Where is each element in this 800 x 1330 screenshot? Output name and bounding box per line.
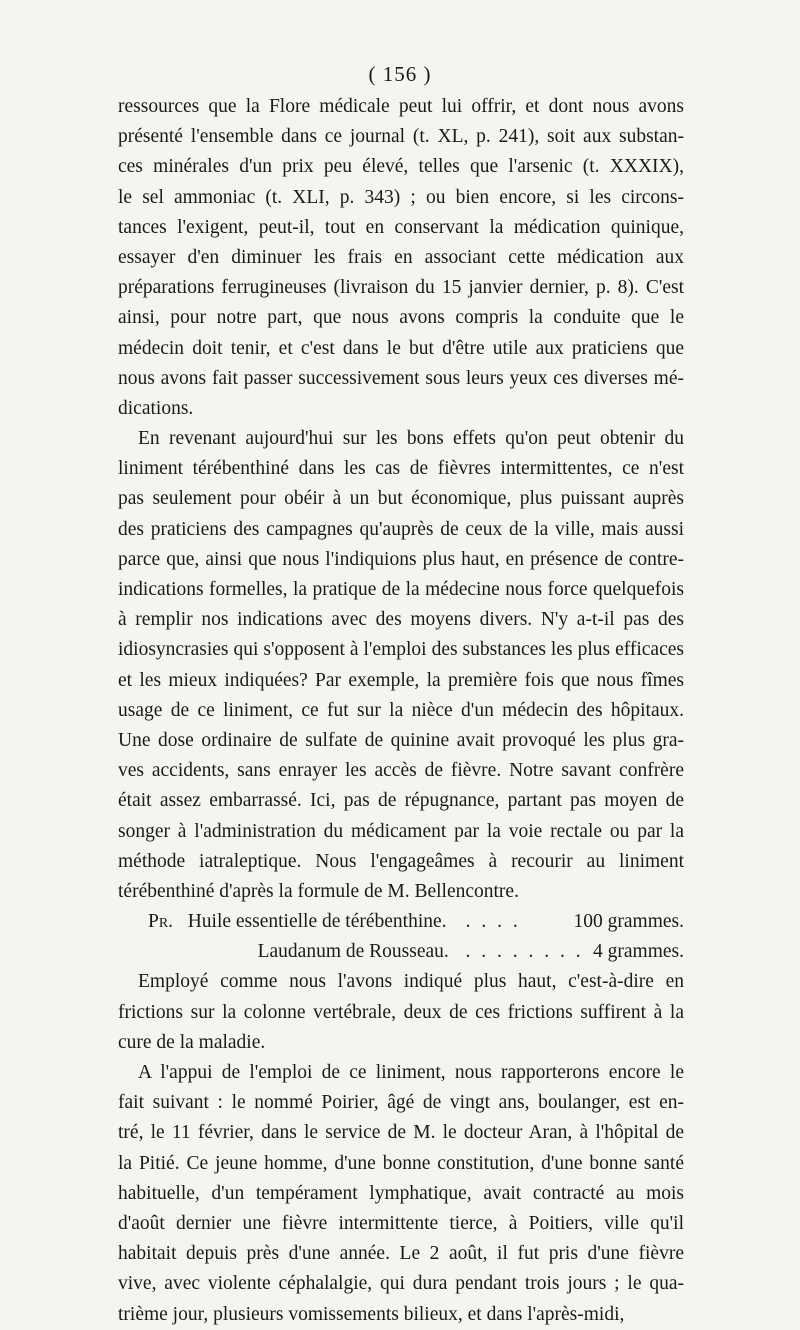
text-line: Employé comme nous l'avons indiqué plus haut, c'est-à-dire en (138, 971, 684, 993)
text-line: pas seulement pour obéir à un but économique, plus puissant auprès (118, 488, 684, 510)
text-line: cure de la maladie. (118, 1031, 266, 1053)
text-line: le sel ammoniac (t. XLI, p. 343) ; ou bien encore, si les circons- (118, 186, 684, 208)
text-line: Une dose ordinaire de sulfate de quinine avait provoqué les plus gra- (118, 729, 684, 751)
formula-ingredient: Laudanum de Rousseau. (257, 941, 449, 963)
text-line: était assez embarrassé. Ici, pas de répugnance, partant pas moyen de (118, 790, 684, 812)
formula-quantity: 100 grammes. (573, 911, 684, 933)
text-line: présenté l'ensemble dans ce journal (t. XL, p. 241), soit aux substan- (118, 126, 684, 148)
text-line: ves accidents, sans enrayer les accès de fièvre. Notre savant confrère (118, 760, 684, 782)
text-line: essayer d'en diminuer les frais en associant cette médication aux (118, 246, 684, 268)
text-line: ressources que la Flore médicale peut lui offrir, et dont nous avons (118, 96, 684, 117)
text-line: à remplir nos indications avec des moyens divers. N'y a-t-il pas des (118, 609, 684, 631)
text-line: ces minérales d'un prix peu élevé, telles que l'arsenic (t. XXXIX), (118, 156, 684, 178)
text-line: liniment térébenthiné dans les cas de fièvres intermittentes, ce n'est (118, 458, 684, 480)
formula-leader-dots: . . . . . . . . (465, 941, 584, 963)
text-line: nous avons fait passer successivement sous leurs yeux ces diverses mé- (118, 367, 684, 389)
formula-row (118, 907, 684, 937)
formula-ingredient: Huile essentielle de térébenthine. (187, 911, 447, 933)
text-line: des praticiens des campagnes qu'auprès de ceux de la ville, mais aussi (118, 518, 684, 540)
text-line: A l'appui de l'emploi de ce liniment, nous rapporterons encore le (138, 1062, 684, 1083)
text-line: habitait depuis près d'une année. Le 2 août, il fut pris d'une fièvre (118, 1243, 684, 1265)
page-number: ( 156 ) (368, 62, 432, 86)
formula-quantity: 4 grammes. (593, 941, 684, 963)
text-line: frictions sur la colonne vertébrale, deux de ces frictions suffirent à la (118, 1001, 684, 1023)
text-line: tré, le 11 février, dans le service de M. le docteur Aran, à l'hôpital de (118, 1122, 684, 1144)
text-line: usage de ce liniment, ce fut sur la nièce d'un médecin des hôpitaux. (118, 699, 684, 721)
text-line: tances l'exigent, peut-il, tout en conservant la médication quinique, (118, 216, 684, 238)
text-line: fait suivant : le nommé Poirier, âgé de vingt ans, boulanger, est en- (118, 1092, 684, 1114)
text-line: d'août dernier une fièvre intermittente tierce, à Poitiers, ville qu'il (118, 1212, 684, 1234)
text-line: la Pitié. Ce jeune homme, d'une bonne constitution, d'une bonne santé (118, 1152, 684, 1174)
formula-row (118, 937, 684, 967)
text-line: méthode iatraleptique. Nous l'engageâmes à recourir au liniment (118, 850, 684, 872)
formula-prefix (118, 937, 188, 967)
text-line: trième jour, plusieurs vomissements bilieux, et dans l'après-midi, (118, 1303, 625, 1325)
text-line: ainsi, pour notre part, que nous avons compris la conduite que le (118, 307, 684, 329)
formula-leader-dots: . . . . (465, 911, 521, 933)
text-line: indications formelles, la pratique de la médecine nous force quelquefois (118, 579, 684, 600)
text-line: vive, avec violente céphalalgie, qui dura pendant trois jours ; le qua- (118, 1273, 684, 1295)
text-line: habituelle, d'un tempérament lymphatique, avait contracté au mois (118, 1182, 684, 1204)
text-line: térébenthiné d'après la formule de M. Bellencontre. (118, 880, 519, 902)
body-text (118, 92, 684, 1330)
text-line: dications. (118, 397, 194, 419)
text-line: médecin doit tenir, et c'est dans le but d'être utile aux praticiens que (118, 337, 684, 359)
text-line: songer à l'administration du médicament par la voie rectale ou par la (118, 820, 684, 842)
text-line: parce que, ainsi que nous l'indiquions plus haut, en présence de contre- (118, 548, 684, 570)
formula-prefix: Pr. (148, 911, 174, 933)
text-line: préparations ferrugineuses (livraison du 15 janvier dernier, p. 8). C'est (118, 277, 684, 299)
text-line: et les mieux indiquées? Par exemple, la première fois que nous fîmes (118, 669, 684, 691)
text-line: En revenant aujourd'hui sur les bons effets qu'on peut obtenir du (138, 428, 684, 450)
text-line: idiosyncrasies qui s'opposent à l'emploi des substances les plus efficaces (118, 639, 684, 661)
